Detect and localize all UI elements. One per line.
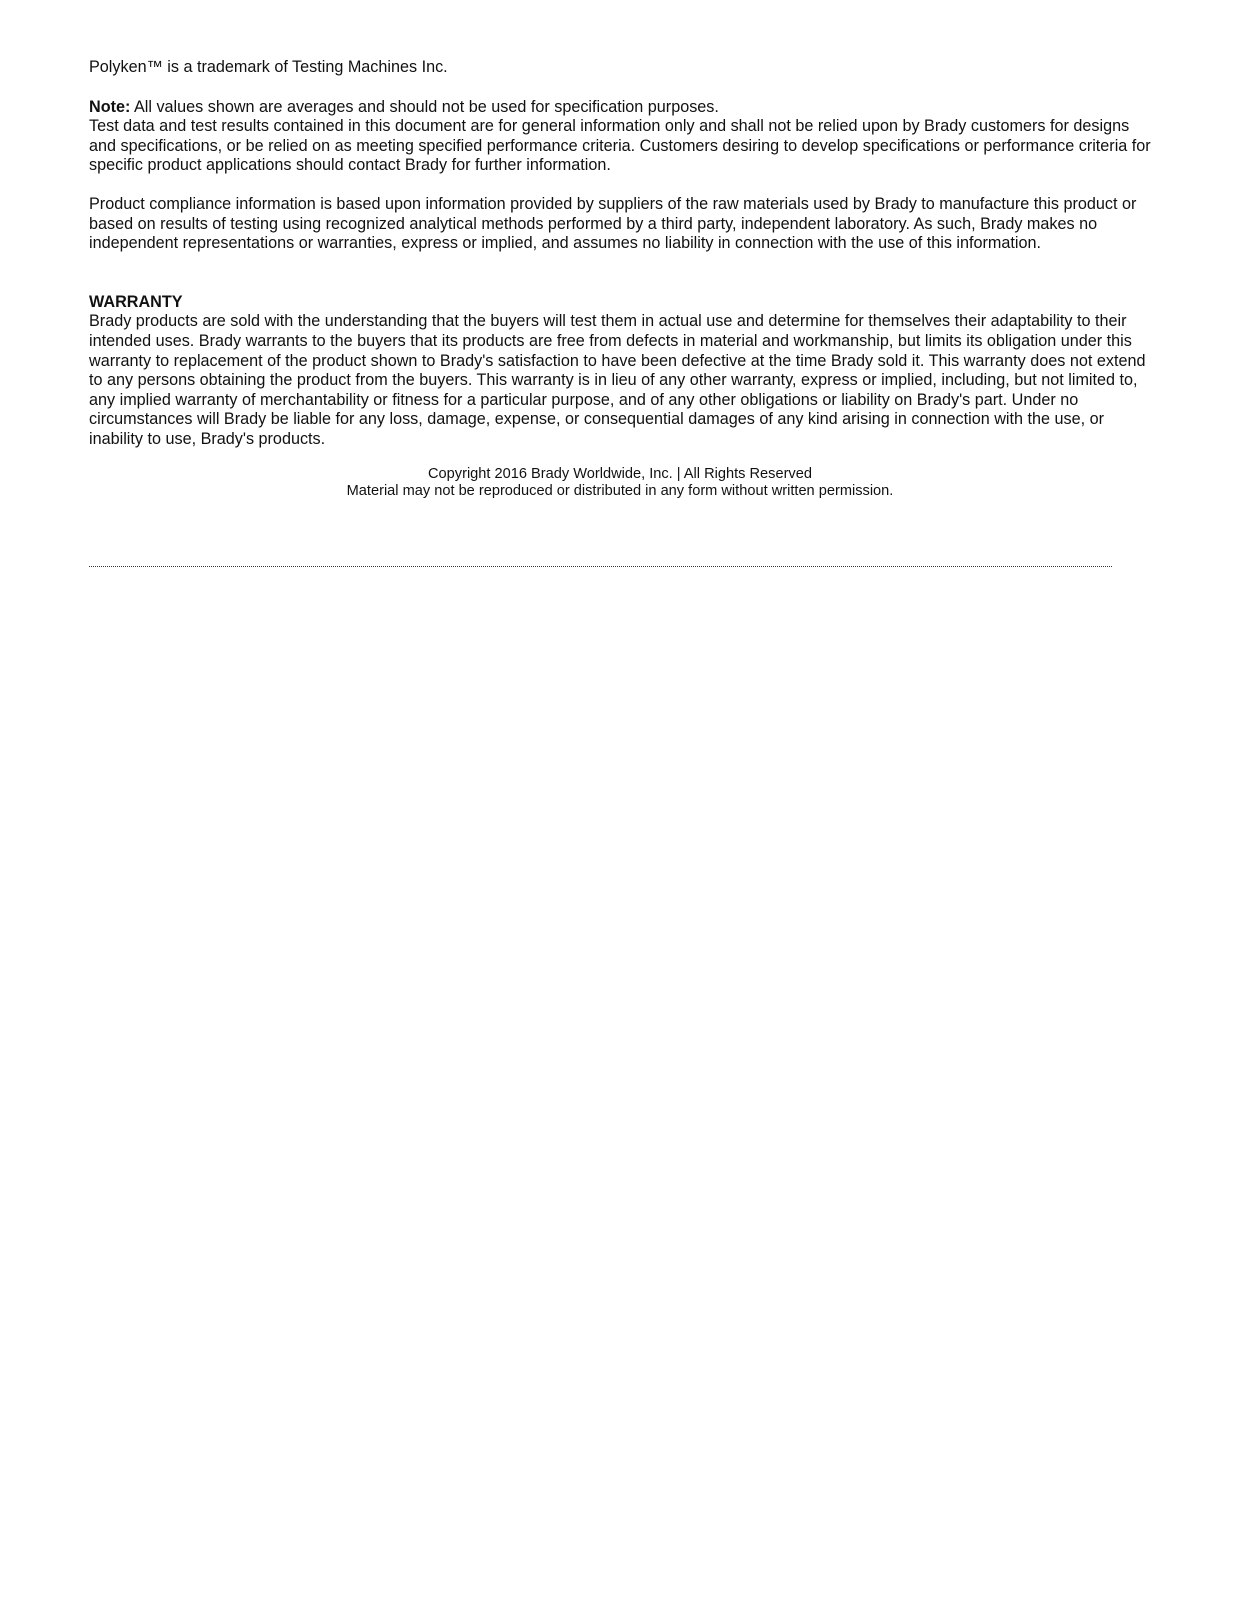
copyright-line: Copyright 2016 Brady Worldwide, Inc. | All Rights Reserved [428, 465, 812, 482]
document-page [89, 58, 1151, 500]
note-text: All values shown are averages and should not be used for specification purposes. [130, 97, 719, 116]
note-label: Note: [89, 97, 131, 116]
compliance-disclaimer: Product compliance information is based upon information provided by suppliers of the raw materials used by Brady to manufacture this product or based on results of testing using recognized analytical methods performed by a third party, independent laboratory. As such, Brady makes no independent representations or warranties, express or implied, and assumes no liability in connection with the use of this information. [89, 194, 1137, 253]
note-paragraph [89, 98, 1151, 118]
trademark-notice: Polyken™ is a trademark of Testing Machines Inc. [89, 58, 448, 76]
test-data-disclaimer: Test data and test results contained in this document are for general information only and shall not be relied upon by Brady customers for designs and specifications, or be relied on as meeting specified performance criteria. Customers desiring to develop specifications or performance criteria for specific product applications should contact Brady for further information. [89, 117, 1151, 175]
warranty-heading: WARRANTY [89, 292, 183, 311]
copyright-block [89, 466, 1151, 500]
permission-line: Material may not be reproduced or distributed in any form without written permission. [346, 482, 894, 499]
dotted-divider [89, 566, 1112, 567]
warranty-body: Brady products are sold with the understanding that the buyers will test them in actual use and determine for themselves their adaptability to their intended uses. Brady warrants to the buyers that its products are free from defects in material and workmanship, but limits its obligation under this warranty to replacement of the product shown to Brady's satisfaction to have been defective at the time Brady sold it. This warranty does not extend to any persons obtaining the product from the buyers. This warranty is in lieu of any other warranty, express or implied, including, but not limited to, any implied warranty of merchantability or fitness for a particular purpose, and of any other obligations or liability on Brady's part. Under no circumstances will Brady be liable for any loss, damage, expense, or consequential damages of any kind arising in connection with the use, or inability to use, Brady's products. [89, 312, 1146, 448]
